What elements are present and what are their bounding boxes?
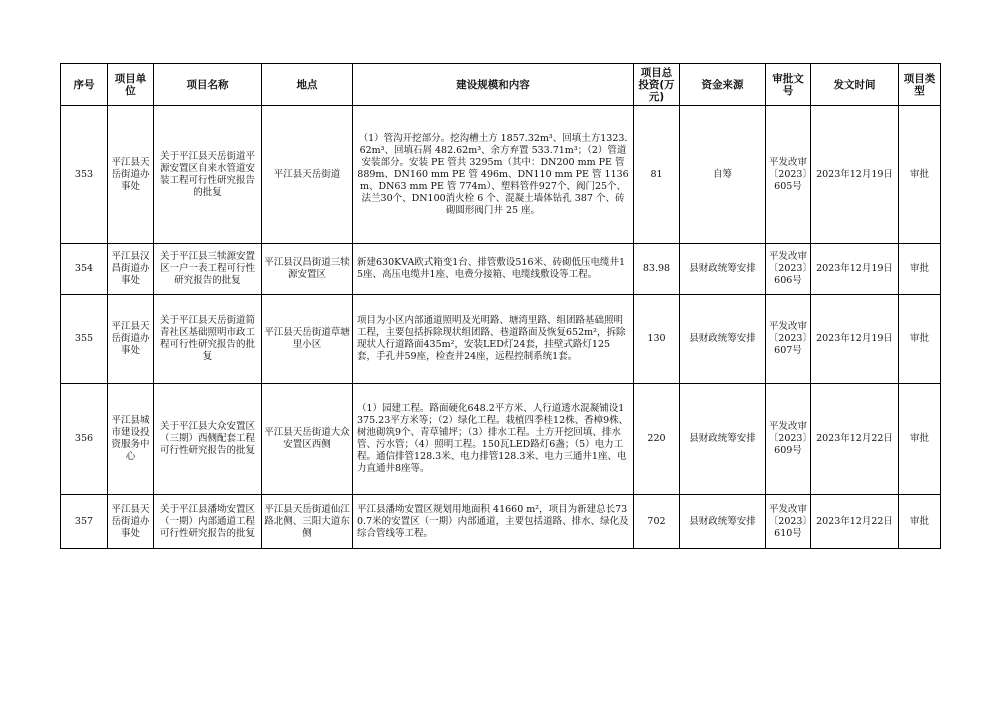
cell-approval-no: 平发改审〔2023〕606号 [766, 244, 811, 295]
cell-name: 关于平江县三犊源安置区一户一表工程可行性研究报告的批复 [154, 244, 262, 295]
cell-approval-no: 平发改审〔2023〕609号 [766, 384, 811, 495]
cell-name: 关于平江县天岳街道平源安置区自来水管道安装工程可行性研究报告的批复 [154, 106, 262, 244]
cell-location: 平江县天岳街道仙江路北侧、三阳大道东侧 [262, 495, 353, 549]
cell-seq: 357 [61, 495, 108, 549]
table-row [61, 244, 941, 295]
cell-date: 2023年12月19日 [811, 244, 899, 295]
cell-date: 2023年12月19日 [811, 295, 899, 384]
cell-funding: 县财政统筹安排 [680, 244, 766, 295]
cell-investment: 130 [634, 295, 680, 384]
cell-content: 新建630KVA欧式箱变1台、排管敷设516米、砖砌低压电缆井15座、高压电缆井1座、电费分接箱、电缆线敷设等工程。 [353, 244, 634, 295]
header-approval-no: 审批文号 [766, 64, 811, 106]
header-location: 地点 [262, 64, 353, 106]
cell-type: 审批 [899, 495, 941, 549]
table-row [61, 495, 941, 549]
cell-funding: 县财政统筹安排 [680, 495, 766, 549]
header-row [61, 64, 941, 106]
header-seq: 序号 [61, 64, 108, 106]
cell-content: 项目为小区内部通道照明及光明路、塘湾里路、组团路基础照明工程，主要包括拆除现状组团路、巷道路面及恢复652m²，拆除现状人行道路面435m²，安装LED灯24套，挂壁式路灯125套，手孔井59座，检查井24座，远程控制系统1套。 [353, 295, 634, 384]
cell-content: （1）园建工程。路面硬化648.2平方米、人行道透水混凝铺设1375.23平方米等；（2）绿化工程。栽植四季桂12株、香樟9株、树池砌筑9个、青草铺坪；（3）排水工程。土方开挖回填、排水管、污水管；（4）照明工程。150瓦LED路灯6盏；（5）电力工程。通信排管128.3米、电力排管128.3米、电力三通井1座、电力直通井8座等。 [353, 384, 634, 495]
header-content: 建设规模和内容 [353, 64, 634, 106]
table-row [61, 295, 941, 384]
cell-location: 平江县天岳街道大众安置区西侧 [262, 384, 353, 495]
cell-name: 关于平江县大众安置区（三期）西侧配套工程可行性研究报告的批复 [154, 384, 262, 495]
cell-date: 2023年12月19日 [811, 106, 899, 244]
cell-funding: 自筹 [680, 106, 766, 244]
header-name: 项目名称 [154, 64, 262, 106]
cell-seq: 356 [61, 384, 108, 495]
cell-content: （1）管沟开挖部分。挖沟槽土方 1857.32m³、回填土方1323.62m³、回填石屑 482.62m³、余方弃置 533.71m³；（2）管道安装部分。安装 PE 管共 3295m（其中：DN200 mm PE 管 889m、DN160 mm PE 管 496m、DN110 mm PE 管 1136m、DN63 mm PE 管 774m）、塑料管件927个、阀门25个、法兰30个、DN100消火栓 6 个、混凝土墙体钻孔 387 个、砖砌圆形阀门井 25 座。 [353, 106, 634, 244]
cell-seq: 354 [61, 244, 108, 295]
table-row [61, 384, 941, 495]
cell-content: 平江县潘坳安置区规划用地面积 41660 m²，项目为新建总长730.7米的安置区（一期）内部通道，主要包括道路、排水、绿化及综合管线等工程。 [353, 495, 634, 549]
cell-investment: 702 [634, 495, 680, 549]
cell-name: 关于平江县天岳街道简青社区基础照明市政工程可行性研究报告的批复 [154, 295, 262, 384]
cell-unit: 平江县天岳街道办事处 [108, 495, 154, 549]
cell-funding: 县财政统筹安排 [680, 295, 766, 384]
project-approval-table [60, 63, 941, 549]
cell-type: 审批 [899, 106, 941, 244]
cell-type: 审批 [899, 384, 941, 495]
cell-approval-no: 平发改审〔2023〕610号 [766, 495, 811, 549]
cell-investment: 81 [634, 106, 680, 244]
cell-funding: 县财政统筹安排 [680, 384, 766, 495]
cell-unit: 平江县汉昌街道办事处 [108, 244, 154, 295]
header-funding: 资金来源 [680, 64, 766, 106]
cell-approval-no: 平发改审〔2023〕605号 [766, 106, 811, 244]
cell-location: 平江县汉昌街道三犊源安置区 [262, 244, 353, 295]
cell-unit: 平江县天岳街道办事处 [108, 295, 154, 384]
cell-location: 平江县天岳街道草塘里小区 [262, 295, 353, 384]
header-investment: 项目总投资(万元) [634, 64, 680, 106]
cell-date: 2023年12月22日 [811, 495, 899, 549]
header-type: 项目类型 [899, 64, 941, 106]
cell-type: 审批 [899, 295, 941, 384]
cell-name: 关于平江县潘坳安置区（一期）内部通道工程可行性研究报告的批复 [154, 495, 262, 549]
cell-investment: 220 [634, 384, 680, 495]
header-date: 发文时间 [811, 64, 899, 106]
cell-unit: 平江县城市建设投资服务中心 [108, 384, 154, 495]
table-row [61, 106, 941, 244]
cell-location: 平江县天岳街道 [262, 106, 353, 244]
cell-seq: 353 [61, 106, 108, 244]
cell-approval-no: 平发改审〔2023〕607号 [766, 295, 811, 384]
cell-unit: 平江县天岳街道办事处 [108, 106, 154, 244]
cell-date: 2023年12月22日 [811, 384, 899, 495]
cell-type: 审批 [899, 244, 941, 295]
cell-seq: 355 [61, 295, 108, 384]
header-unit: 项目单位 [108, 64, 154, 106]
cell-investment: 83.98 [634, 244, 680, 295]
